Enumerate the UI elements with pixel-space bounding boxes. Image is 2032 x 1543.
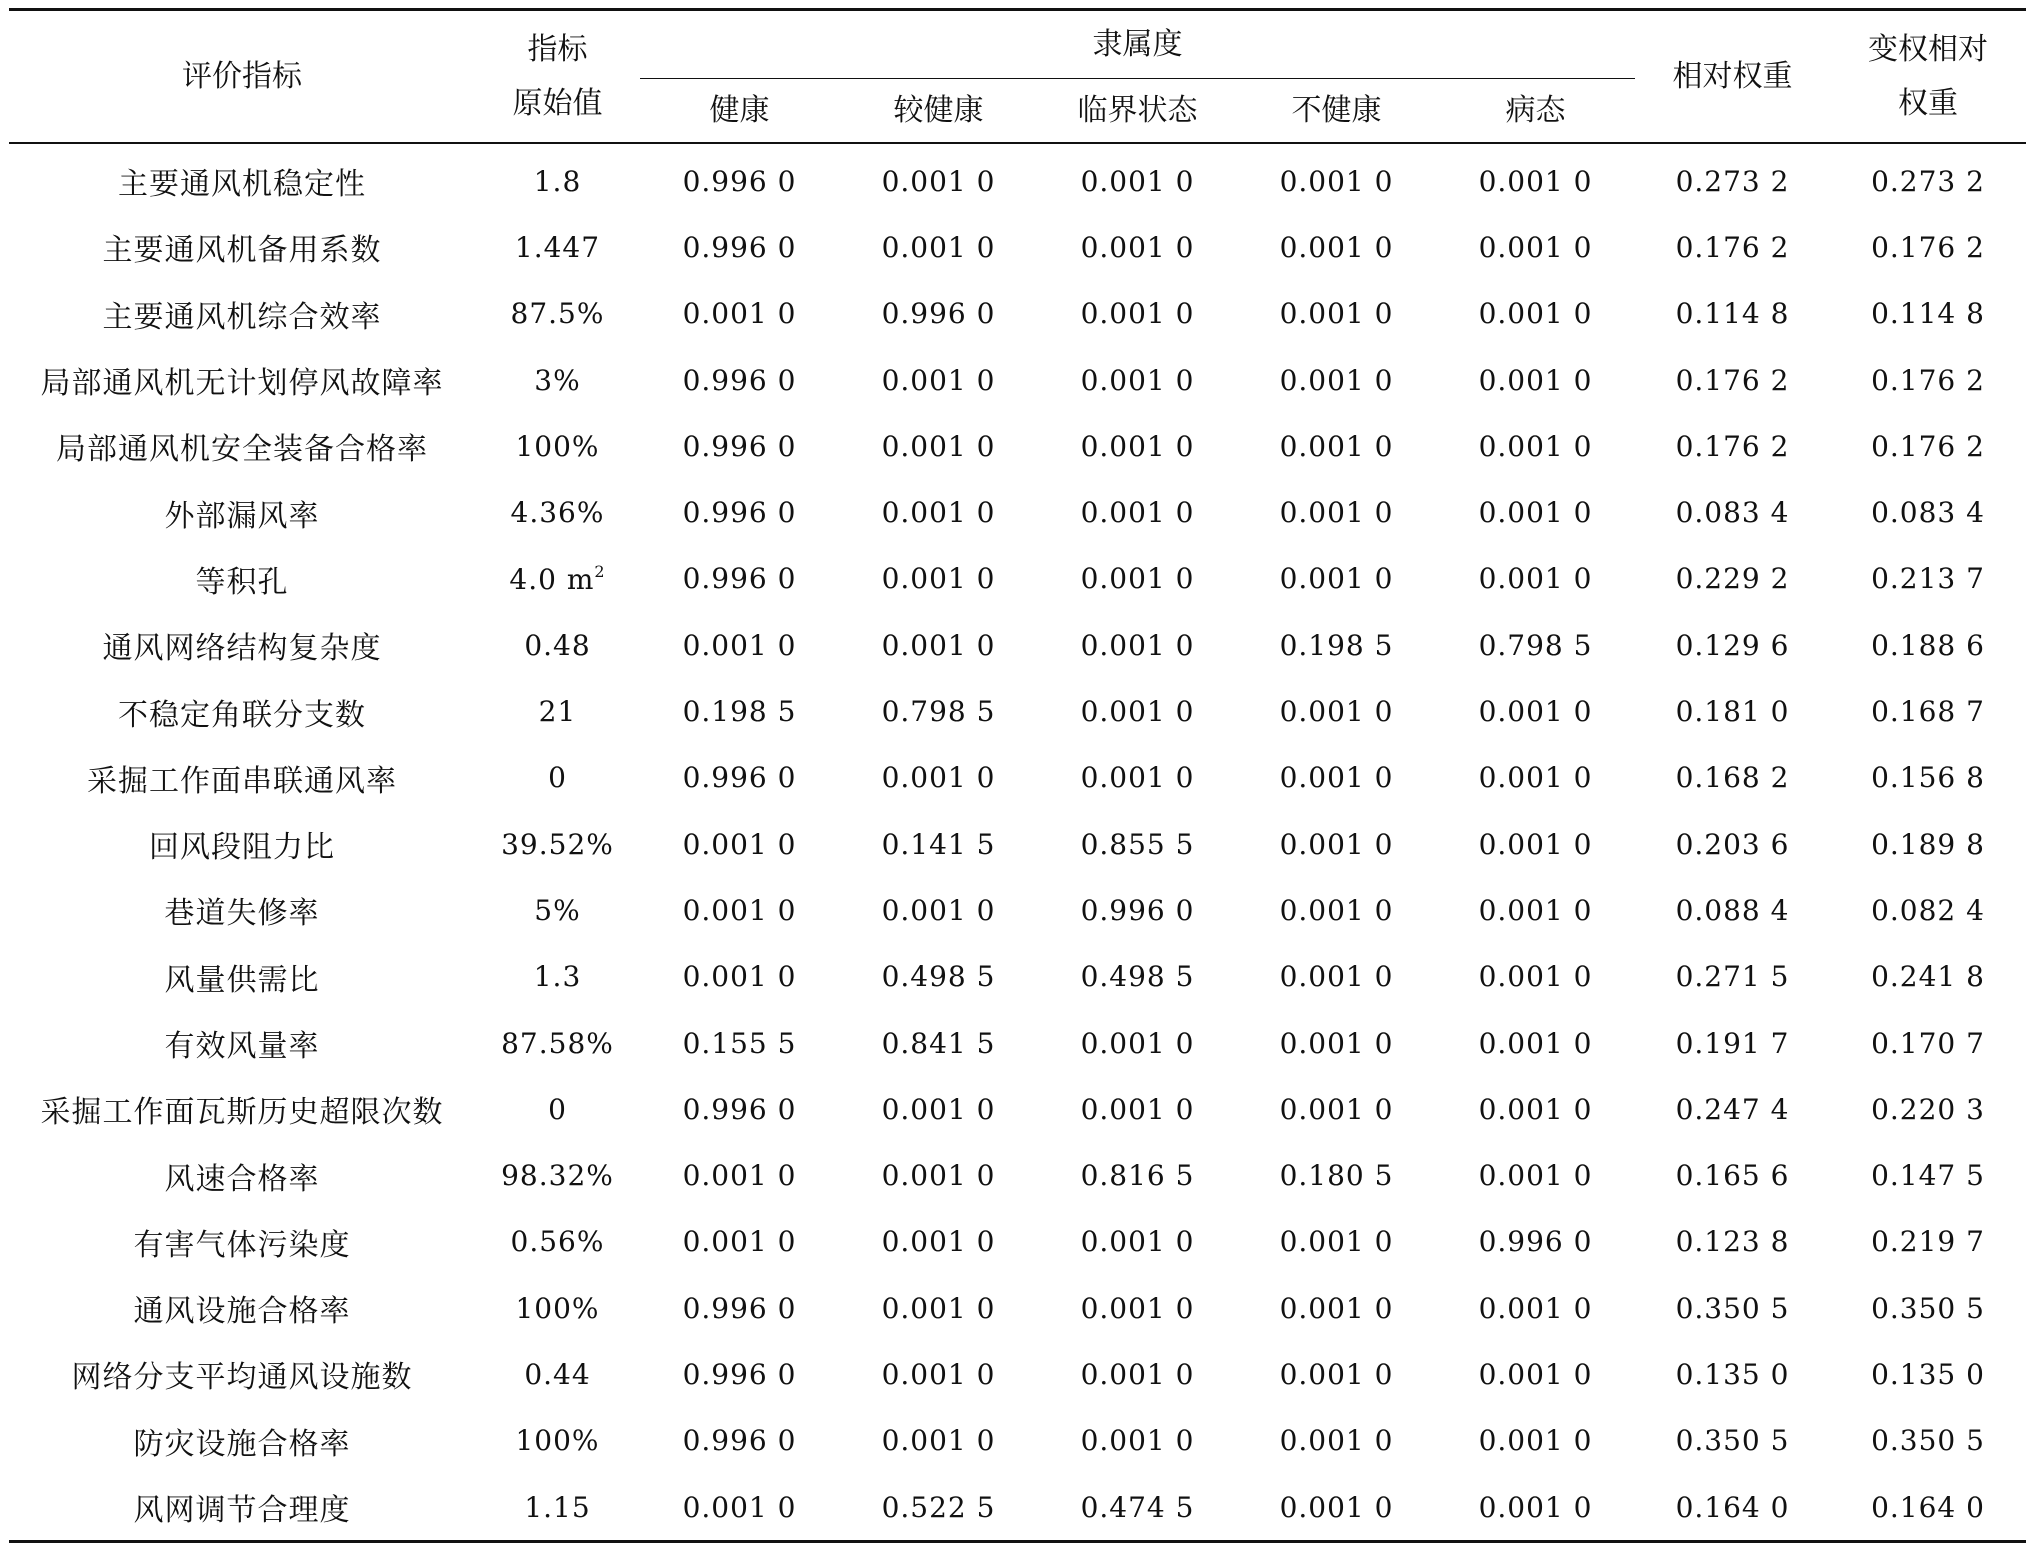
cell-membership-critical: 0.001 0 [1080, 429, 1195, 463]
header-original-line1: 指标 [527, 31, 588, 67]
original-value-text: 1.447 [514, 230, 601, 264]
cell-membership-morbid: 0.001 0 [1478, 363, 1593, 397]
cell-variable-weight: 0.083 4 [1871, 496, 1985, 530]
cell-membership-healthy: 0.996 0 [682, 230, 797, 264]
cell-membership-fairly-healthy: 0.001 0 [881, 164, 996, 198]
cell-membership-critical: 0.001 0 [1080, 1225, 1195, 1259]
cell-membership-fairly-healthy: 0.001 0 [881, 230, 996, 264]
table-row [9, 479, 2026, 545]
cell-original-value [475, 1142, 640, 1208]
header-original-value [475, 10, 640, 144]
cell-membership-morbid: 0.001 0 [1478, 1026, 1593, 1060]
table-row [9, 811, 2026, 877]
original-value-text: 0 [548, 761, 567, 795]
cell-relative-weight: 0.176 2 [1675, 429, 1790, 463]
cell-membership-morbid: 0.001 0 [1478, 893, 1593, 927]
cell-indicator-name: 网络分支平均通风设施数 [71, 1360, 413, 1396]
cell-variable-weight: 0.170 7 [1871, 1026, 1985, 1060]
cell-variable-weight: 0.114 8 [1871, 297, 1985, 331]
cell-membership-healthy: 0.996 0 [682, 164, 797, 198]
cell-membership-critical: 0.001 0 [1080, 230, 1195, 264]
cell-membership-unhealthy: 0.001 0 [1279, 1490, 1394, 1524]
cell-membership-fairly-healthy: 0.001 0 [881, 1291, 996, 1325]
table-row [9, 1474, 2026, 1542]
cell-membership-fairly-healthy: 0.001 0 [881, 761, 996, 795]
original-value-text: 87.58% [501, 1026, 614, 1060]
cell-relative-weight: 0.129 6 [1675, 628, 1790, 662]
table-body [9, 143, 2026, 1542]
cell-membership-healthy: 0.996 0 [682, 496, 797, 530]
cell-original-value [475, 678, 640, 744]
cell-variable-weight: 0.241 8 [1871, 960, 1985, 994]
cell-relative-weight: 0.273 2 [1675, 164, 1790, 198]
evaluation-table-container [9, 8, 2025, 1543]
cell-membership-morbid: 0.001 0 [1478, 297, 1593, 331]
header-original-line2: 原始值 [512, 85, 603, 121]
cell-membership-unhealthy: 0.001 0 [1279, 827, 1394, 861]
cell-membership-healthy: 0.996 0 [682, 1291, 797, 1325]
cell-original-value [475, 143, 640, 214]
cell-membership-morbid: 0.798 5 [1478, 628, 1593, 662]
cell-membership-unhealthy: 0.001 0 [1279, 1092, 1394, 1126]
cell-indicator-name: 有效风量率 [164, 1029, 320, 1064]
cell-membership-fairly-healthy: 0.001 0 [881, 1159, 996, 1193]
cell-membership-fairly-healthy: 0.841 5 [881, 1026, 996, 1060]
cell-original-value [475, 413, 640, 479]
cell-relative-weight: 0.088 4 [1675, 893, 1790, 927]
cell-membership-morbid: 0.001 0 [1478, 1291, 1593, 1325]
cell-original-value [475, 1474, 640, 1542]
cell-membership-healthy: 0.001 0 [682, 1159, 797, 1193]
cell-indicator-name: 不稳定角联分支数 [118, 697, 366, 733]
cell-relative-weight: 0.191 7 [1675, 1026, 1790, 1060]
cell-original-value [475, 546, 640, 612]
cell-membership-critical: 0.001 0 [1080, 1291, 1195, 1325]
original-value-text: 100% [515, 1424, 600, 1458]
header-variable-weight-line1: 变权相对 [1868, 31, 1988, 67]
cell-relative-weight: 0.164 0 [1675, 1490, 1790, 1524]
cell-variable-weight: 0.176 2 [1871, 429, 1985, 463]
original-value-text: 4.36% [510, 496, 605, 530]
cell-membership-healthy: 0.001 0 [682, 628, 797, 662]
header-level-critical: 临界状态 [1038, 79, 1237, 144]
cell-variable-weight: 0.156 8 [1871, 761, 1985, 795]
table-row [9, 214, 2026, 280]
cell-membership-fairly-healthy: 0.001 0 [881, 893, 996, 927]
cell-variable-weight: 0.188 6 [1871, 628, 1985, 662]
cell-original-value [475, 745, 640, 811]
cell-membership-unhealthy: 0.001 0 [1279, 1026, 1394, 1060]
cell-membership-morbid: 0.001 0 [1478, 761, 1593, 795]
cell-original-value [475, 877, 640, 943]
cell-indicator-name: 等积孔 [195, 564, 289, 600]
table-row [9, 546, 2026, 612]
original-value-text: 4.0 m [509, 562, 595, 596]
original-value-text: 98.32% [501, 1159, 614, 1193]
cell-membership-fairly-healthy: 0.001 0 [881, 1092, 996, 1126]
cell-membership-healthy: 0.996 0 [682, 429, 797, 463]
cell-membership-critical: 0.855 5 [1080, 827, 1195, 861]
header-variable-weight-line2: 权重 [1898, 85, 1958, 121]
table-row [9, 1209, 2026, 1275]
cell-indicator-name: 风网调节合理度 [133, 1493, 351, 1529]
cell-variable-weight: 0.189 8 [1871, 827, 1985, 861]
cell-relative-weight: 0.247 4 [1675, 1092, 1790, 1126]
cell-membership-critical: 0.816 5 [1080, 1159, 1195, 1193]
cell-indicator-name: 通风网络结构复杂度 [102, 631, 382, 667]
cell-membership-fairly-healthy: 0.001 0 [881, 1424, 996, 1458]
cell-membership-healthy: 0.001 0 [682, 297, 797, 331]
header-variable-weight [1830, 10, 2026, 144]
cell-membership-unhealthy: 0.001 0 [1279, 695, 1394, 729]
cell-membership-unhealthy: 0.001 0 [1279, 960, 1394, 994]
cell-indicator-name: 主要通风机综合效率 [102, 299, 382, 335]
cell-membership-critical: 0.001 0 [1080, 363, 1195, 397]
cell-membership-unhealthy: 0.001 0 [1279, 893, 1394, 927]
cell-membership-fairly-healthy: 0.141 5 [881, 827, 996, 861]
cell-membership-fairly-healthy: 0.001 0 [881, 1357, 996, 1391]
cell-membership-morbid: 0.001 0 [1478, 960, 1593, 994]
cell-variable-weight: 0.176 2 [1871, 363, 1985, 397]
cell-membership-healthy: 0.001 0 [682, 893, 797, 927]
cell-indicator-name: 采掘工作面瓦斯历史超限次数 [40, 1095, 444, 1131]
cell-membership-morbid: 0.001 0 [1478, 1490, 1593, 1524]
cell-original-value [475, 1341, 640, 1407]
cell-indicator-name: 防灾设施合格率 [133, 1426, 351, 1462]
table-row [9, 347, 2026, 413]
original-value-text: 3% [534, 363, 581, 397]
cell-membership-healthy: 0.996 0 [682, 1424, 797, 1458]
cell-membership-unhealthy: 0.001 0 [1279, 1225, 1394, 1259]
table-row [9, 1275, 2026, 1341]
cell-relative-weight: 0.176 2 [1675, 230, 1790, 264]
cell-original-value [475, 1010, 640, 1076]
cell-original-value [475, 811, 640, 877]
original-value-text: 1.8 [533, 164, 582, 198]
cell-variable-weight: 0.164 0 [1871, 1490, 1985, 1524]
cell-membership-healthy: 0.996 0 [682, 1092, 797, 1126]
cell-membership-fairly-healthy: 0.001 0 [881, 1225, 996, 1259]
header-membership: 隶属度 [640, 10, 1635, 79]
cell-original-value [475, 1076, 640, 1142]
cell-membership-fairly-healthy: 0.001 0 [881, 363, 996, 397]
evaluation-table [9, 8, 2026, 1543]
cell-membership-unhealthy: 0.001 0 [1279, 429, 1394, 463]
cell-original-value [475, 347, 640, 413]
cell-membership-fairly-healthy: 0.001 0 [881, 496, 996, 530]
original-value-text: 0.48 [524, 628, 591, 662]
cell-membership-healthy: 0.996 0 [682, 1357, 797, 1391]
original-value-text: 0 [548, 1092, 567, 1126]
table-header [9, 10, 2026, 144]
table-row [9, 944, 2026, 1010]
cell-membership-critical: 0.001 0 [1080, 562, 1195, 596]
original-value-text: 0.56% [510, 1225, 605, 1259]
cell-membership-critical: 0.474 5 [1080, 1490, 1195, 1524]
table-row [9, 143, 2026, 214]
cell-membership-unhealthy: 0.180 5 [1279, 1159, 1394, 1193]
cell-indicator-name: 风速合格率 [164, 1161, 320, 1197]
original-value-text: 5% [534, 893, 581, 927]
original-value-superscript: 2 [594, 561, 606, 581]
cell-membership-morbid: 0.001 0 [1478, 164, 1593, 198]
cell-membership-morbid: 0.001 0 [1478, 1357, 1593, 1391]
cell-membership-fairly-healthy: 0.001 0 [881, 628, 996, 662]
cell-membership-critical: 0.001 0 [1080, 164, 1195, 198]
cell-membership-morbid: 0.001 0 [1478, 695, 1593, 729]
table-row [9, 1010, 2026, 1076]
cell-indicator-name: 通风设施合格率 [133, 1294, 351, 1330]
cell-variable-weight: 0.082 4 [1871, 893, 1985, 927]
cell-membership-fairly-healthy: 0.996 0 [881, 297, 996, 331]
cell-membership-unhealthy: 0.001 0 [1279, 164, 1394, 198]
cell-membership-unhealthy: 0.001 0 [1279, 761, 1394, 795]
cell-membership-healthy: 0.001 0 [682, 827, 797, 861]
cell-membership-unhealthy: 0.001 0 [1279, 1357, 1394, 1391]
table-row [9, 612, 2026, 678]
cell-membership-healthy: 0.001 0 [682, 1225, 797, 1259]
cell-membership-unhealthy: 0.001 0 [1279, 496, 1394, 530]
cell-membership-unhealthy: 0.001 0 [1279, 230, 1394, 264]
header-relative-weight: 相对权重 [1635, 10, 1830, 144]
cell-membership-healthy: 0.996 0 [682, 761, 797, 795]
cell-membership-unhealthy: 0.001 0 [1279, 1424, 1394, 1458]
header-indicator: 评价指标 [9, 10, 475, 144]
cell-membership-unhealthy: 0.198 5 [1279, 628, 1394, 662]
cell-membership-morbid: 0.001 0 [1478, 827, 1593, 861]
cell-membership-morbid: 0.001 0 [1478, 1424, 1593, 1458]
table-row [9, 745, 2026, 811]
cell-original-value [475, 1408, 640, 1474]
original-value-text: 100% [515, 429, 600, 463]
cell-variable-weight: 0.220 3 [1871, 1092, 1985, 1126]
cell-membership-critical: 0.498 5 [1080, 960, 1195, 994]
cell-variable-weight: 0.350 5 [1871, 1291, 1985, 1325]
cell-original-value [475, 479, 640, 545]
cell-membership-critical: 0.001 0 [1080, 297, 1195, 331]
cell-membership-fairly-healthy: 0.522 5 [881, 1490, 996, 1524]
cell-membership-critical: 0.001 0 [1080, 1026, 1195, 1060]
cell-indicator-name: 外部漏风率 [164, 498, 320, 534]
cell-indicator-name: 采掘工作面串联通风率 [87, 763, 397, 799]
cell-membership-healthy: 0.001 0 [682, 1490, 797, 1524]
cell-variable-weight: 0.219 7 [1871, 1225, 1985, 1259]
header-level-fairly-healthy: 较健康 [839, 79, 1038, 144]
original-value-text: 1.3 [533, 960, 582, 994]
cell-membership-fairly-healthy: 0.798 5 [881, 695, 996, 729]
cell-relative-weight: 0.271 5 [1675, 960, 1790, 994]
cell-relative-weight: 0.350 5 [1675, 1291, 1790, 1325]
cell-membership-morbid: 0.996 0 [1478, 1225, 1593, 1259]
cell-indicator-name: 主要通风机备用系数 [102, 233, 382, 269]
cell-original-value [475, 214, 640, 280]
original-value-text: 39.52% [501, 827, 614, 861]
cell-variable-weight: 0.176 2 [1871, 230, 1985, 264]
table-row [9, 413, 2026, 479]
cell-original-value [475, 281, 640, 347]
cell-membership-unhealthy: 0.001 0 [1279, 1291, 1394, 1325]
cell-relative-weight: 0.114 8 [1675, 297, 1790, 331]
original-value-text: 21 [538, 695, 577, 729]
table-row [9, 1408, 2026, 1474]
cell-membership-morbid: 0.001 0 [1478, 429, 1593, 463]
cell-membership-morbid: 0.001 0 [1478, 230, 1593, 264]
cell-indicator-name: 有害气体污染度 [133, 1227, 351, 1263]
cell-membership-critical: 0.001 0 [1080, 1424, 1195, 1458]
cell-variable-weight: 0.273 2 [1871, 164, 1985, 198]
cell-variable-weight: 0.350 5 [1871, 1424, 1985, 1458]
cell-membership-critical: 0.001 0 [1080, 695, 1195, 729]
cell-indicator-name: 风量供需比 [164, 962, 320, 998]
header-level-morbid: 病态 [1436, 79, 1635, 144]
cell-original-value [475, 612, 640, 678]
table-row [9, 678, 2026, 744]
cell-membership-unhealthy: 0.001 0 [1279, 562, 1394, 596]
cell-membership-healthy: 0.001 0 [682, 960, 797, 994]
header-level-unhealthy: 不健康 [1237, 79, 1436, 144]
original-value-text: 100% [515, 1291, 600, 1325]
cell-membership-morbid: 0.001 0 [1478, 1159, 1593, 1193]
cell-membership-healthy: 0.996 0 [682, 562, 797, 596]
table-row [9, 1341, 2026, 1407]
cell-indicator-name: 局部通风机安全装备合格率 [56, 432, 428, 468]
table-row [9, 1142, 2026, 1208]
cell-membership-fairly-healthy: 0.498 5 [881, 960, 996, 994]
table-row [9, 1076, 2026, 1142]
cell-relative-weight: 0.123 8 [1675, 1225, 1790, 1259]
cell-indicator-name: 回风段阻力比 [149, 830, 335, 866]
cell-membership-fairly-healthy: 0.001 0 [881, 429, 996, 463]
cell-membership-critical: 0.001 0 [1080, 1092, 1195, 1126]
cell-variable-weight: 0.147 5 [1871, 1159, 1985, 1193]
cell-membership-critical: 0.996 0 [1080, 893, 1195, 927]
cell-original-value [475, 944, 640, 1010]
cell-membership-unhealthy: 0.001 0 [1279, 363, 1394, 397]
original-value-text: 0.44 [524, 1357, 591, 1391]
cell-membership-critical: 0.001 0 [1080, 496, 1195, 530]
table-row [9, 877, 2026, 943]
table-row [9, 281, 2026, 347]
cell-variable-weight: 0.213 7 [1871, 562, 1985, 596]
cell-relative-weight: 0.165 6 [1675, 1159, 1790, 1193]
original-value-text: 87.5% [510, 297, 605, 331]
cell-indicator-name: 主要通风机稳定性 [118, 167, 366, 203]
cell-variable-weight: 0.135 0 [1871, 1357, 1985, 1391]
cell-membership-fairly-healthy: 0.001 0 [881, 562, 996, 596]
cell-original-value [475, 1275, 640, 1341]
cell-membership-morbid: 0.001 0 [1478, 562, 1593, 596]
cell-relative-weight: 0.350 5 [1675, 1424, 1790, 1458]
cell-relative-weight: 0.168 2 [1675, 761, 1790, 795]
cell-relative-weight: 0.203 6 [1675, 827, 1790, 861]
cell-membership-healthy: 0.155 5 [682, 1026, 797, 1060]
cell-membership-critical: 0.001 0 [1080, 628, 1195, 662]
cell-membership-morbid: 0.001 0 [1478, 496, 1593, 530]
header-level-healthy: 健康 [640, 79, 839, 144]
original-value-text: 1.15 [524, 1490, 591, 1524]
cell-membership-healthy: 0.996 0 [682, 363, 797, 397]
cell-indicator-name: 局部通风机无计划停风故障率 [40, 366, 444, 402]
cell-membership-critical: 0.001 0 [1080, 761, 1195, 795]
cell-relative-weight: 0.176 2 [1675, 363, 1790, 397]
cell-membership-critical: 0.001 0 [1080, 1357, 1195, 1391]
cell-membership-morbid: 0.001 0 [1478, 1092, 1593, 1126]
cell-membership-healthy: 0.198 5 [682, 695, 797, 729]
cell-relative-weight: 0.083 4 [1675, 496, 1790, 530]
cell-membership-unhealthy: 0.001 0 [1279, 297, 1394, 331]
cell-relative-weight: 0.135 0 [1675, 1357, 1790, 1391]
cell-original-value [475, 1209, 640, 1275]
cell-variable-weight: 0.168 7 [1871, 695, 1985, 729]
cell-indicator-name: 巷道失修率 [164, 896, 320, 932]
cell-relative-weight: 0.181 0 [1675, 695, 1790, 729]
cell-relative-weight: 0.229 2 [1675, 562, 1790, 596]
